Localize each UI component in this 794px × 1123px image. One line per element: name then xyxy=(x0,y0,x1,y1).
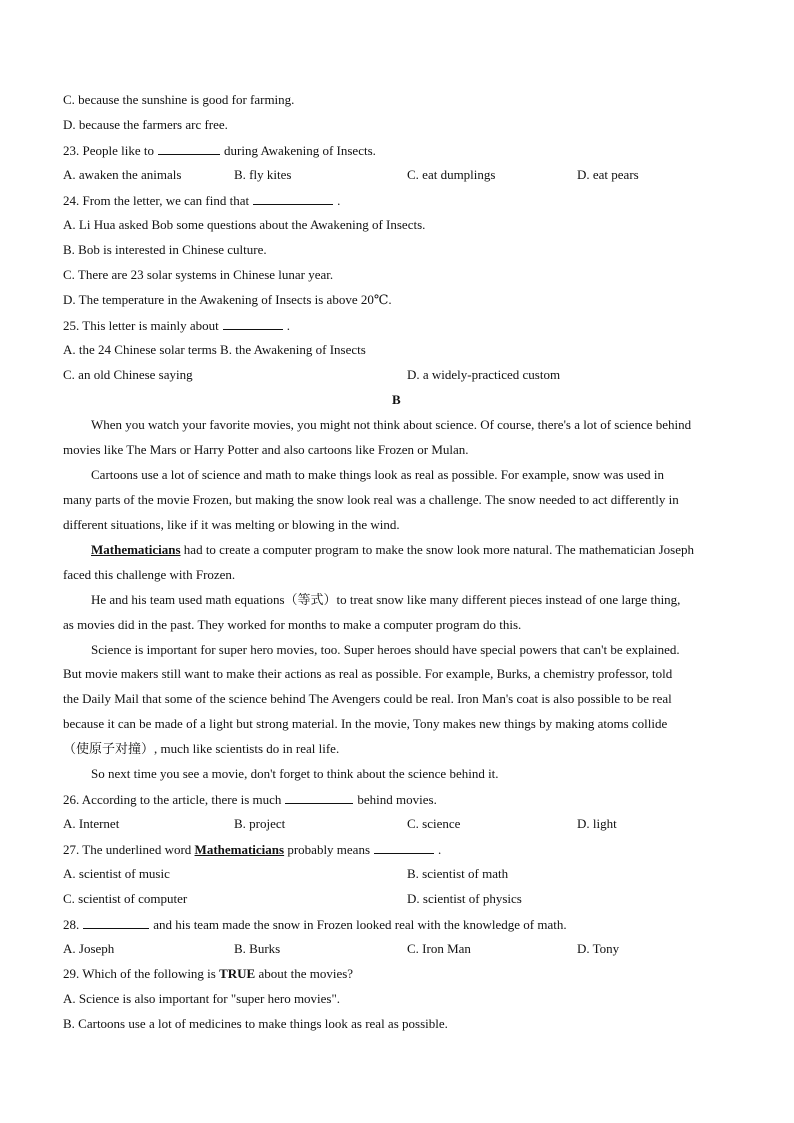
q29-option-b: B. Cartoons use a lot of medicines to make things look as real as possible. xyxy=(63,1016,448,1031)
passage-p5-line2: But movie makers still want to make their actions as real as possible. For example, Burks, a chemistry professor, told xyxy=(63,666,673,681)
q29-option-a: A. Science is also important for "super hero movies". xyxy=(63,991,341,1006)
q28-stem xyxy=(63,916,567,933)
q27-stem-pre: 27. The underlined word xyxy=(63,842,192,857)
passage-p5-line1: Science is important for super hero movies, too. Super heroes should have special powers that can't be explained. xyxy=(91,642,680,657)
passage-p1-line2: movies like The Mars or Harry Potter and also cartoons like Frozen or Mulan. xyxy=(63,442,469,457)
passage-p3-text: had to create a computer program to make the snow look more natural. The mathematician Joseph xyxy=(180,542,694,557)
q25-option-ab: A. the 24 Chinese solar terms B. the Awakening of Insects xyxy=(63,342,366,357)
q25-stem-pre: 25. This letter is mainly about xyxy=(63,318,219,333)
q29-stem xyxy=(63,966,353,982)
q27-stem xyxy=(63,841,441,858)
q22-option-c: C. because the sunshine is good for farming. xyxy=(63,92,295,107)
answer-blank xyxy=(158,142,220,155)
passage-p2-line2: many parts of the movie Frozen, but making the snow look real was a challenge. The snow needed to act differently in xyxy=(63,492,679,507)
q25-stem xyxy=(63,317,290,334)
section-title: B xyxy=(392,392,401,407)
q29-stem-bold: TRUE xyxy=(219,966,256,981)
q27-option-b: B. scientist of math xyxy=(407,866,509,881)
passage-p1-line1: When you watch your favorite movies, you might not think about science. Of course, there's a lot of science behind xyxy=(91,417,692,432)
q23-stem-pre: 23. People like to xyxy=(63,143,154,158)
passage-p5-line3: the Daily Mail that some of the science behind The Avengers could be real. Iron Man's coat is also possible to be real xyxy=(63,691,672,706)
q26-stem xyxy=(63,791,437,808)
q26-option-b: B. project xyxy=(234,816,286,831)
underlined-word: Mathematicians xyxy=(194,842,285,857)
q27-stem-post: probably means xyxy=(284,842,371,857)
q27-option-d: D. scientist of physics xyxy=(407,891,522,906)
q24-option-b: B. Bob is interested in Chinese culture. xyxy=(63,242,267,257)
answer-blank xyxy=(223,317,283,330)
q25-option-c: C. an old Chinese saying xyxy=(63,367,193,382)
q23-option-a: A. awaken the animals xyxy=(63,167,182,182)
underlined-word: Mathematicians xyxy=(91,542,181,557)
q26-option-d: D. light xyxy=(577,816,617,831)
q23-option-b: B. fly kites xyxy=(234,167,292,182)
passage-p2-line3: different situations, like if it was melting or blowing in the wind. xyxy=(63,517,400,532)
passage-p4-line1: He and his team used math equations（等式）to treat snow like many different pieces instead of one large thing, xyxy=(91,592,681,607)
passage-p2-line1: Cartoons use a lot of science and math to make things look as real as possible. For example, snow was used in xyxy=(91,467,664,482)
q28-stem-post: and his team made the snow in Frozen looked real with the knowledge of math. xyxy=(153,917,567,932)
q24-stem-post: . xyxy=(337,193,341,208)
q26-option-a: A. Internet xyxy=(63,816,120,831)
q26-option-c: C. science xyxy=(407,816,461,831)
q24-option-c: C. There are 23 solar systems in Chinese lunar year. xyxy=(63,267,334,282)
q24-stem xyxy=(63,192,340,209)
q23-stem-post: during Awakening of Insects. xyxy=(224,143,376,158)
q25-option-d: D. a widely-practiced custom xyxy=(407,367,561,382)
q27-option-c: C. scientist of computer xyxy=(63,891,188,906)
q29-stem-pre: 29. Which of the following is xyxy=(63,966,220,981)
answer-blank xyxy=(374,841,434,854)
q27-stem-end: . xyxy=(438,842,442,857)
passage-p5-line4: because it can be made of a light but strong material. In the movie, Tony makes new things by making atoms collide xyxy=(63,716,668,731)
q27-option-a: A. scientist of music xyxy=(63,866,170,881)
q26-stem-pre: 26. According to the article, there is much xyxy=(63,792,282,807)
q23-stem xyxy=(63,142,376,159)
q24-stem-pre: 24. From the letter, we can find that xyxy=(63,193,250,208)
q23-option-c: C. eat dumplings xyxy=(407,167,496,182)
q28-option-a: A. Joseph xyxy=(63,941,115,956)
q24-option-a: A. Li Hua asked Bob some questions about the Awakening of Insects. xyxy=(63,217,426,232)
passage-p4-line2: as movies did in the past. They worked for months to make a computer program do this. xyxy=(63,617,522,632)
q23-option-d: D. eat pears xyxy=(577,167,639,182)
answer-blank xyxy=(83,916,149,929)
passage-p3-line1 xyxy=(91,542,694,558)
q28-option-d: D. Tony xyxy=(577,941,620,956)
q22-option-d: D. because the farmers arc free. xyxy=(63,117,228,132)
passage-p3-line2: faced this challenge with Frozen. xyxy=(63,567,236,582)
answer-blank xyxy=(253,192,333,205)
q26-stem-post: behind movies. xyxy=(357,792,437,807)
q28-stem-pre: 28. xyxy=(63,917,80,932)
q28-option-b: B. Burks xyxy=(234,941,281,956)
q25-stem-post: . xyxy=(286,318,290,333)
q29-stem-post: about the movies? xyxy=(255,966,354,981)
passage-p6: So next time you see a movie, don't forget to think about the science behind it. xyxy=(91,766,499,781)
q24-option-d: D. The temperature in the Awakening of Insects is above 20℃. xyxy=(63,292,392,307)
passage-p5-line5: （使原子对撞）, much like scientists do in real life. xyxy=(63,741,340,756)
q28-option-c: C. Iron Man xyxy=(407,941,471,956)
answer-blank xyxy=(285,791,353,804)
